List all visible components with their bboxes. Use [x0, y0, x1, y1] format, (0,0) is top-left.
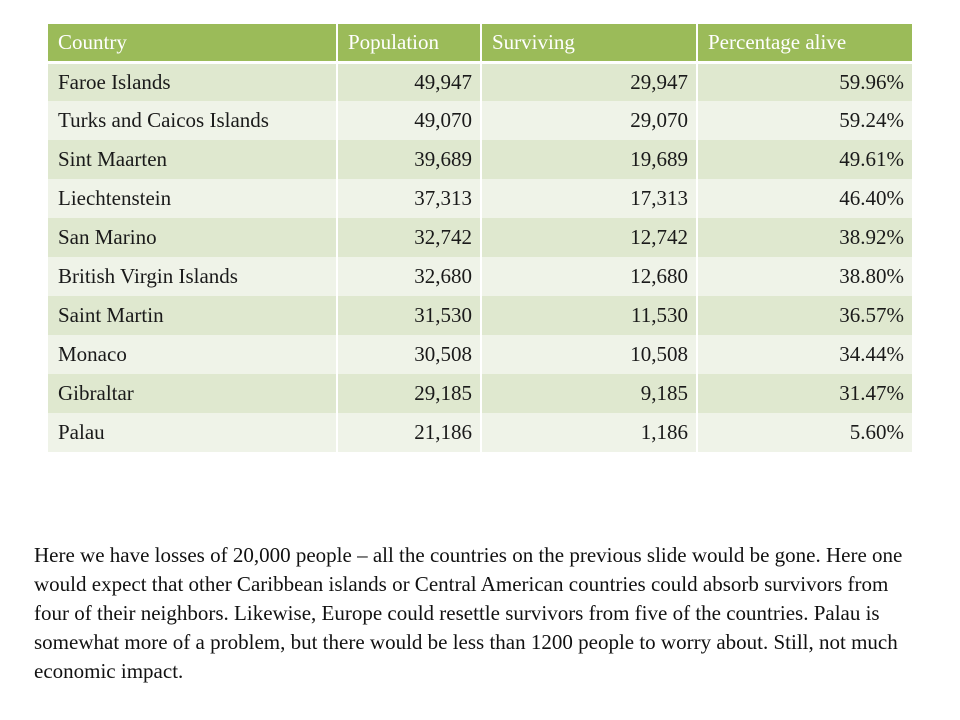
cell-country: British Virgin Islands	[48, 257, 337, 296]
header-population: Population	[337, 24, 481, 62]
cell-surviving: 10,508	[481, 335, 697, 374]
table-row	[48, 335, 912, 374]
cell-country: Faroe Islands	[48, 62, 337, 101]
cell-percentage-alive: 59.96%	[697, 62, 912, 101]
table-row	[48, 218, 912, 257]
cell-population: 49,070	[337, 101, 481, 140]
cell-population: 31,530	[337, 296, 481, 335]
header-percentage-alive: Percentage alive	[697, 24, 912, 62]
cell-country: Monaco	[48, 335, 337, 374]
note-paragraph: Here we have losses of 20,000 people – all the countries on the previous slide would be gone. Here one would expect that other Caribbean islands or Central American countries could absorb survivors from four of their neighbors. Likewise, Europe could resettle survivors from five of the countries. Palau is somewhat more of a problem, but there would be less than 1200 people to worry about. Still, not much economic impact.	[34, 543, 903, 683]
table-row	[48, 62, 912, 101]
cell-percentage-alive: 34.44%	[697, 335, 912, 374]
cell-country: Gibraltar	[48, 374, 337, 413]
cell-percentage-alive: 36.57%	[697, 296, 912, 335]
cell-country: Saint Martin	[48, 296, 337, 335]
cell-country: Sint Maarten	[48, 140, 337, 179]
cell-population: 21,186	[337, 413, 481, 452]
population-table	[48, 24, 912, 452]
cell-population: 32,680	[337, 257, 481, 296]
cell-country: Palau	[48, 413, 337, 452]
cell-population: 29,185	[337, 374, 481, 413]
cell-population: 49,947	[337, 62, 481, 101]
cell-population: 30,508	[337, 335, 481, 374]
cell-surviving: 9,185	[481, 374, 697, 413]
cell-percentage-alive: 46.40%	[697, 179, 912, 218]
cell-population: 37,313	[337, 179, 481, 218]
cell-percentage-alive: 38.92%	[697, 218, 912, 257]
table-row	[48, 413, 912, 452]
cell-surviving: 29,947	[481, 62, 697, 101]
cell-population: 39,689	[337, 140, 481, 179]
cell-country: Turks and Caicos Islands	[48, 101, 337, 140]
table-header-row	[48, 24, 912, 62]
cell-percentage-alive: 5.60%	[697, 413, 912, 452]
table-row	[48, 257, 912, 296]
cell-surviving: 12,742	[481, 218, 697, 257]
cell-percentage-alive: 38.80%	[697, 257, 912, 296]
cell-percentage-alive: 49.61%	[697, 140, 912, 179]
cell-population: 32,742	[337, 218, 481, 257]
cell-surviving: 17,313	[481, 179, 697, 218]
header-country: Country	[48, 24, 337, 62]
cell-percentage-alive: 31.47%	[697, 374, 912, 413]
table-row	[48, 374, 912, 413]
cell-surviving: 19,689	[481, 140, 697, 179]
cell-country: Liechtenstein	[48, 179, 337, 218]
table-row	[48, 296, 912, 335]
table-row	[48, 179, 912, 218]
cell-percentage-alive: 59.24%	[697, 101, 912, 140]
cell-surviving: 12,680	[481, 257, 697, 296]
table-row	[48, 101, 912, 140]
cell-surviving: 29,070	[481, 101, 697, 140]
cell-surviving: 11,530	[481, 296, 697, 335]
cell-country: San Marino	[48, 218, 337, 257]
header-surviving: Surviving	[481, 24, 697, 62]
table-row	[48, 140, 912, 179]
cell-surviving: 1,186	[481, 413, 697, 452]
